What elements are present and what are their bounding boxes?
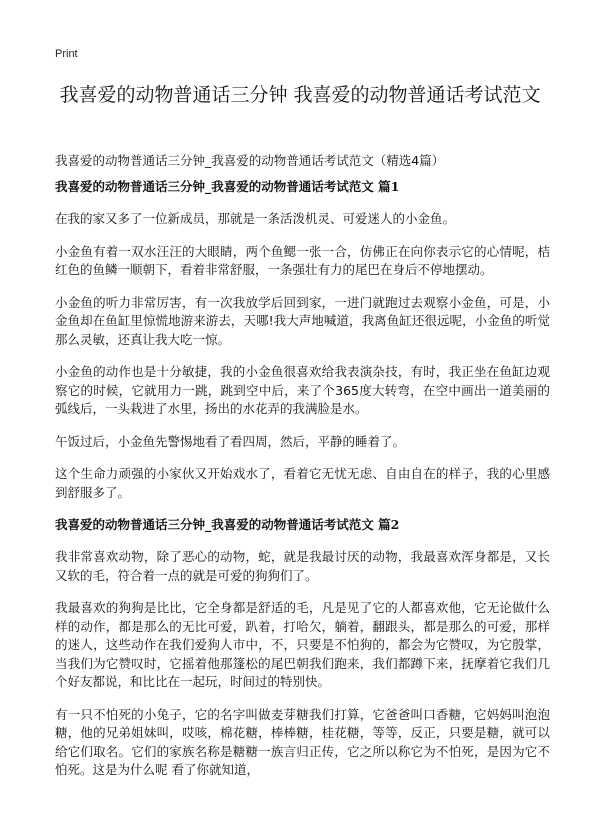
paragraph: 这个生命力顽强的小家伙又开始戏水了，看着它无忧无虑、自由自在的样子，我的心里感到舒服多了。 bbox=[55, 466, 550, 500]
paragraph: 我非常喜欢动物，除了恶心的动物，蛇，就是我最讨厌的动物，我最喜欢浑身都是，又长又软的毛，符合着一点的就是可爱的狗狗们了。 bbox=[55, 549, 550, 583]
page-title: 我喜爱的动物普通话三分钟 我喜爱的动物普通话考试范文 bbox=[59, 84, 541, 106]
print-label: Print bbox=[55, 48, 78, 60]
paragraph: 小金鱼的动作也是十分敏捷，我的小金鱼很喜欢给我表演杂技，有时，我正坐在鱼缸边观察它的时候，它就用力一跳，跳到空中后，来了个365度大转弯，在空中画出一道美丽的弧线后，一头栽进了水里，扬出的水花弄的我满脸是水。 bbox=[55, 364, 550, 416]
section-heading: 我喜爱的动物普通话三分钟_我喜爱的动物普通话考试范文 篇2 bbox=[55, 517, 400, 532]
paragraph: 在我的家又多了一位新成员，那就是一条活泼机灵、可爱迷人的小金鱼。 bbox=[55, 211, 456, 226]
document-body bbox=[55, 178, 550, 794]
paragraph: 小金鱼的听力非常厉害，有一次我放学后回到家，一进门就跑过去观察小金鱼，可是，小金鱼却在鱼缸里惊慌地游来游去，天哪!我大声地喊道，我离鱼缸还很远呢，小金鱼的听觉那么灵敏，还真让我大吃一惊。 bbox=[55, 294, 550, 347]
paragraph: 我最喜欢的狗狗是比比，它全身都是舒适的毛，凡是见了它的人都喜欢他，它无论做什么样的动作，都是那么的无比可爱，趴着，打哈欠，躺着，翻跟头，都是那么的可爱，那样的迷人，这些动作在我们爱狗人市中，不，只要是不怕狗的，都会为它赞叹，为它殷掌，当我们为它赞叹时，它摇着他那篷松的尾巴朝我们跑来，我们都蹲下来，抚摩着它我们几个好友都说，和比比在一起玩，时间过的特别快。 bbox=[55, 600, 550, 689]
document-subtitle: 我喜爱的动物普通话三分钟_我喜爱的动物普通话考试范文（精选4篇） bbox=[55, 153, 445, 168]
paragraph: 有一只不怕死的小兔子，它的名字叫做麦芽糖我们打算，它爸爸叫口香糖，它妈妈叫泡泡糖，他的兄弟姐妹叫，哎咳，棉花糖，棒棒糖，桂花糖，等等，反正，只要是糖，就可以给它们取名。它们的家族名称是糖糖一族言归正传，它之所以称它为不怕死，是因为它不怕死。这是为什么呢 看了你就知道， bbox=[55, 706, 550, 777]
paragraph: 小金鱼有着一双水汪汪的大眼睛，两个鱼鳃一张一合，仿佛正在向你表示它的心情呢，桔红色的鱼鳞一顺朝下，看着非常舒服，一条强壮有力的尾巴在身后不停地摆动。 bbox=[55, 243, 550, 277]
section-heading: 我喜爱的动物普通话三分钟_我喜爱的动物普通话考试范文 篇1 bbox=[55, 179, 400, 194]
paragraph: 午饭过后，小金鱼先警惕地看了看四周，然后，平静的睡着了。 bbox=[55, 433, 406, 449]
